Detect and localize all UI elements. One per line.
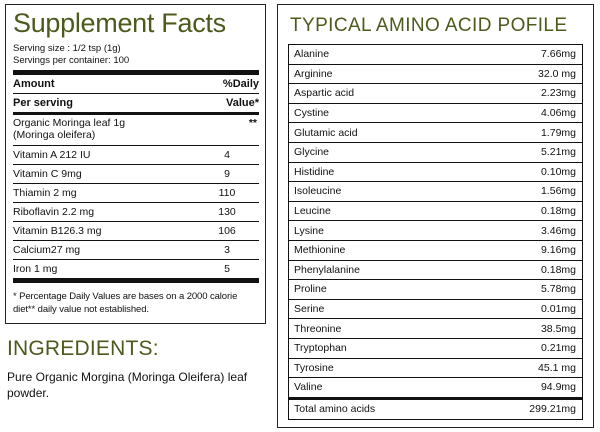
nutrient-name: Vitamin A 212 IU bbox=[13, 149, 91, 161]
nutrient-row bbox=[13, 240, 259, 259]
amino-acid-name: Threonine bbox=[294, 322, 342, 335]
amino-acid-row bbox=[289, 280, 582, 300]
amino-acid-value: 0.21mg bbox=[540, 342, 576, 355]
nutrient-daily-value: 9 bbox=[224, 168, 230, 180]
amino-acid-value: 7.66mg bbox=[540, 48, 576, 61]
amino-acid-value: 1.56mg bbox=[540, 185, 576, 198]
amino-acid-value: 0.01mg bbox=[540, 303, 576, 316]
servings-per-container: Servings per container: 100 bbox=[13, 55, 130, 66]
nutrient-row bbox=[13, 145, 259, 164]
amino-acid-name: Cystine bbox=[294, 107, 330, 120]
amino-acid-value: 4.06mg bbox=[540, 107, 576, 120]
footnote: * Percentage Daily Values are bases on a 2000 calorie diet** daily value not established. bbox=[13, 291, 238, 315]
amino-acid-value: 9.16mg bbox=[540, 244, 576, 257]
supplement-facts-panel bbox=[5, 4, 266, 324]
amino-acid-name: Serine bbox=[294, 303, 325, 316]
amino-acid-row bbox=[289, 202, 582, 222]
amino-acid-value: 2.23mg bbox=[540, 87, 576, 100]
amino-acid-row bbox=[289, 104, 582, 124]
nutrient-row bbox=[13, 164, 259, 183]
total-label: Total amino acids bbox=[294, 403, 376, 416]
ingredients-title: INGREDIENTS: bbox=[7, 337, 159, 360]
amino-acid-name: Proline bbox=[294, 283, 327, 296]
herb-name-line2: (Moringa oleifera) bbox=[13, 129, 96, 141]
herb-row bbox=[13, 115, 259, 145]
nutrient-row bbox=[13, 183, 259, 202]
nutrient-daily-value: 3 bbox=[224, 244, 230, 256]
amino-acid-panel bbox=[277, 4, 594, 428]
amino-acid-name: Methionine bbox=[294, 244, 346, 257]
nutrient-daily-value: 4 bbox=[224, 149, 230, 161]
amino-acid-row bbox=[289, 45, 582, 65]
amino-acid-name: Arginine bbox=[294, 67, 333, 80]
total-row bbox=[289, 398, 582, 419]
nutrient-name: Iron 1 mg bbox=[13, 263, 58, 275]
amino-acid-name: Aspartic acid bbox=[294, 87, 355, 100]
serving-size: Serving size : 1/2 tsp (1g) bbox=[13, 43, 121, 54]
amino-acid-table bbox=[288, 44, 583, 420]
amino-acid-value: 94.9mg bbox=[540, 381, 576, 394]
amino-acid-row bbox=[289, 221, 582, 241]
nutrient-daily-value: 130 bbox=[218, 206, 236, 218]
amino-acid-name: Phenylalanine bbox=[294, 263, 360, 276]
nutrient-name: Thiamin 2 mg bbox=[13, 187, 77, 199]
amino-acid-name: Tryptophan bbox=[294, 342, 347, 355]
amino-acid-row bbox=[289, 378, 582, 398]
amino-acid-name: Glutamic acid bbox=[294, 126, 358, 139]
nutrient-daily-value: 110 bbox=[218, 187, 236, 199]
amino-acid-value: 45.1 mg bbox=[538, 361, 576, 374]
amino-acid-row bbox=[289, 163, 582, 183]
facts-subheader bbox=[13, 93, 259, 112]
nutrient-name: Riboflavin 2.2 mg bbox=[13, 206, 95, 218]
herb-daily-value: ** bbox=[248, 117, 257, 129]
supplement-facts-title: Supplement Facts bbox=[13, 8, 226, 38]
amino-acid-row bbox=[289, 65, 582, 85]
amino-acid-value: 0.10mg bbox=[540, 165, 576, 178]
amino-acid-row bbox=[289, 359, 582, 379]
amino-acid-name: Glycine bbox=[294, 146, 330, 159]
amino-acid-value: 1.79mg bbox=[540, 126, 576, 139]
facts-header bbox=[13, 75, 259, 93]
nutrient-name: Vitamin C 9mg bbox=[13, 168, 82, 180]
amino-acid-title: TYPICAL AMINO ACID POFILE bbox=[290, 15, 568, 36]
amino-acid-row bbox=[289, 319, 582, 339]
amino-acid-value: 0.18mg bbox=[540, 205, 576, 218]
amino-acid-row bbox=[289, 123, 582, 143]
divider-thick-bottom bbox=[13, 278, 259, 283]
herb-name-line1: Organic Moringa leaf 1g bbox=[13, 117, 126, 129]
amino-acid-name: Leucine bbox=[294, 205, 331, 218]
per-serving-label: Per serving bbox=[13, 97, 73, 109]
nutrient-name: Calcium27 mg bbox=[13, 244, 81, 256]
value-label: Value* bbox=[225, 97, 259, 109]
amino-acid-name: Histidine bbox=[294, 165, 335, 178]
amount-header: Amount bbox=[13, 78, 55, 90]
daily-header: %Daily bbox=[222, 78, 259, 90]
amino-acid-row bbox=[289, 241, 582, 261]
amino-acid-value: 5.21mg bbox=[540, 146, 576, 159]
total-value: 299.21mg bbox=[529, 403, 576, 416]
nutrient-list bbox=[13, 145, 259, 278]
nutrient-row bbox=[13, 221, 259, 240]
amino-acid-value: 5.78mg bbox=[540, 283, 576, 296]
nutrient-name: Vitamin B126.3 mg bbox=[13, 225, 102, 237]
amino-acid-name: Alanine bbox=[294, 48, 330, 61]
amino-acid-row bbox=[289, 143, 582, 163]
ingredients-text: Pure Organic Morgina (Moringa Oleifera) leaf powder. bbox=[7, 370, 248, 400]
amino-acid-value: 38.5mg bbox=[540, 322, 576, 335]
amino-acid-row bbox=[289, 261, 582, 281]
amino-acid-value: 0.18mg bbox=[540, 263, 576, 276]
herb-name bbox=[13, 117, 125, 145]
nutrient-daily-value: 106 bbox=[218, 225, 236, 237]
amino-acid-row bbox=[289, 300, 582, 320]
amino-acid-value: 3.46mg bbox=[540, 224, 576, 237]
nutrient-row bbox=[13, 259, 259, 278]
amino-acid-value: 32.0 mg bbox=[538, 67, 576, 80]
amino-acid-name: Lysine bbox=[294, 224, 324, 237]
amino-acid-name: Valine bbox=[294, 381, 323, 394]
amino-acid-row bbox=[289, 84, 582, 104]
nutrient-daily-value: 5 bbox=[224, 263, 230, 275]
amino-acid-row bbox=[289, 182, 582, 202]
amino-acid-rows bbox=[289, 45, 582, 398]
amino-acid-name: Isoleucine bbox=[294, 185, 342, 198]
amino-acid-name: Tyrosine bbox=[294, 361, 334, 374]
nutrient-row bbox=[13, 202, 259, 221]
amino-acid-row bbox=[289, 339, 582, 359]
